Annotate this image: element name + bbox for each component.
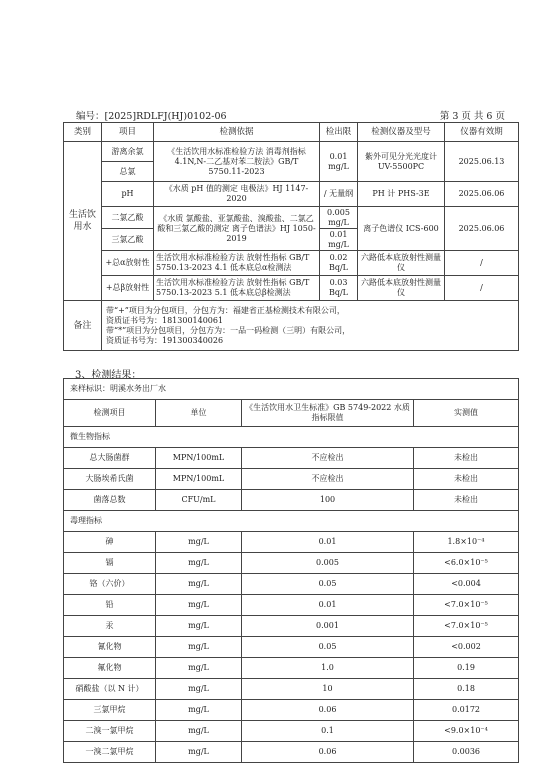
unit-cell: mg/L <box>156 532 242 553</box>
validity-cell: 2025.06.06 <box>445 207 519 251</box>
table-row <box>64 721 519 742</box>
sample-label: 来样标识：明溪水务出厂水 <box>64 379 519 400</box>
basis-cell: 《水质 氯酸盐、亚氯酸盐、溴酸盐、二氯乙酸和三氯乙酸的测定 离子色谱法》HJ 1050-2019 <box>154 207 320 251</box>
table-row <box>64 490 519 511</box>
validity-cell: 2025.06.06 <box>445 182 519 207</box>
unit-cell: MPN/100mL <box>156 448 242 469</box>
item-cell: 三氯甲烷 <box>64 700 156 721</box>
page-header <box>76 108 505 121</box>
table-row <box>64 637 519 658</box>
item-cell: 游离余氯 <box>102 142 154 162</box>
basis-cell: 生活饮用水标准检验方法 放射性指标 GB/T 5750.13-2023 4.1 低本底总α检测法 <box>154 251 320 276</box>
item-cell: 总大肠菌群 <box>64 448 156 469</box>
validity-cell: / <box>445 276 519 301</box>
unit-cell: mg/L <box>156 574 242 595</box>
validity-cell: 2025.06.13 <box>445 142 519 182</box>
col-validity: 仪器有效期 <box>445 123 519 142</box>
table-row <box>64 616 519 637</box>
instrument-cell: PH 计 PHS-3E <box>358 182 445 207</box>
category-cell: 生活饮用水 <box>64 142 102 301</box>
basis-cell: 生活饮用水标准检验方法 放射性指标 GB/T 5750.13-2023 5.1 低本底总β检测法 <box>154 276 320 301</box>
col-standard-limit: 《生活饮用水卫生标准》GB 5749-2022 水质指标限值 <box>242 400 414 427</box>
item-cell: 菌落总数 <box>64 490 156 511</box>
item-cell: 铬（六价） <box>64 574 156 595</box>
value-cell: <7.0×10⁻⁵ <box>414 616 519 637</box>
unit-cell: mg/L <box>156 553 242 574</box>
instrument-cell: 离子色谱仪 ICS-600 <box>358 207 445 251</box>
value-cell: 未检出 <box>414 469 519 490</box>
table-row <box>64 532 519 553</box>
limit-cell: 10 <box>242 679 414 700</box>
table-row <box>64 469 519 490</box>
item-cell: 总氯 <box>102 162 154 182</box>
col-limit: 检出限 <box>320 123 358 142</box>
col-instrument: 检测仪器及型号 <box>358 123 445 142</box>
table-row <box>64 595 519 616</box>
item-cell: +总β放射性 <box>102 276 154 301</box>
group-heading: 微生物指标 <box>64 427 519 448</box>
limit-cell: 0.001 <box>242 616 414 637</box>
limit-cell: / 无量纲 <box>320 182 358 207</box>
table-row <box>64 448 519 469</box>
col-measured: 实测值 <box>414 400 519 427</box>
note-line: 带“*”项目为分包项目，分包方为：一品一码检测（三明）有限公司， <box>106 325 351 335</box>
method-table <box>63 122 519 351</box>
limit-cell: 0.06 <box>242 742 414 763</box>
item-cell: 镉 <box>64 553 156 574</box>
instrument-cell: 紫外可见分光光度计 UV-5500PC <box>358 142 445 182</box>
item-cell: 氟化物 <box>64 658 156 679</box>
table-row <box>64 679 519 700</box>
item-cell: 大肠埃希氏菌 <box>64 469 156 490</box>
item-cell: +总α放射性 <box>102 251 154 276</box>
col-basis: 检测依据 <box>154 123 320 142</box>
basis-cell: 《生活饮用水标准检验方法 消毒剂指标4.1N,N-二乙基对苯二胺法》GB/T 5750.11-2023 <box>154 142 320 182</box>
limit-cell: 0.1 <box>242 721 414 742</box>
table-row <box>64 574 519 595</box>
unit-cell: mg/L <box>156 658 242 679</box>
unit-cell: mg/L <box>156 637 242 658</box>
limit-cell: 0.005 mg/L <box>320 207 358 229</box>
value-cell: <9.0×10⁻⁴ <box>414 721 519 742</box>
basis-cell: 《水质 pH 值的测定 电极法》HJ 1147-2020 <box>154 182 320 207</box>
unit-cell: mg/L <box>156 679 242 700</box>
doc-number: 编号：[2025]RDLFJ(HJ)0102-06 <box>76 111 227 122</box>
results-table <box>63 378 519 763</box>
section-title: 3、检测结果： <box>75 370 142 381</box>
limit-cell: 0.01 <box>242 595 414 616</box>
col-item: 项目 <box>102 123 154 142</box>
value-cell: 0.19 <box>414 658 519 679</box>
value-cell: <0.004 <box>414 574 519 595</box>
limit-cell: 不应检出 <box>242 448 414 469</box>
item-cell: 三氯乙酸 <box>102 229 154 251</box>
item-cell: 一溴二氯甲烷 <box>64 742 156 763</box>
note-label: 备注 <box>64 301 102 351</box>
unit-cell: mg/L <box>156 595 242 616</box>
value-cell: <6.0×10⁻⁵ <box>414 553 519 574</box>
limit-cell: 0.01 <box>242 532 414 553</box>
limit-cell: 0.01 mg/L <box>320 142 358 182</box>
value-cell: <7.0×10⁻⁵ <box>414 595 519 616</box>
item-cell: 氰化物 <box>64 637 156 658</box>
limit-cell: 不应检出 <box>242 469 414 490</box>
limit-cell: 0.005 <box>242 553 414 574</box>
limit-cell: 0.02 Bq/L <box>320 251 358 276</box>
limit-cell: 1.0 <box>242 658 414 679</box>
value-cell: <0.002 <box>414 637 519 658</box>
value-cell: 1.8×10⁻⁴ <box>414 532 519 553</box>
note-line: 资质证书号为：191300340026 <box>106 335 224 345</box>
col-test-item: 检测项目 <box>64 400 156 427</box>
table-row <box>64 742 519 763</box>
value-cell: 0.0036 <box>414 742 519 763</box>
item-cell: 砷 <box>64 532 156 553</box>
note-line: 资质证书号为：181300140061 <box>106 315 224 325</box>
table-row <box>64 553 519 574</box>
item-cell: 铅 <box>64 595 156 616</box>
limit-cell: 0.01 mg/L <box>320 229 358 251</box>
unit-cell: mg/L <box>156 721 242 742</box>
col-unit: 单位 <box>156 400 242 427</box>
item-cell: 硝酸盐（以 N 计） <box>64 679 156 700</box>
value-cell: 未检出 <box>414 490 519 511</box>
limit-cell: 0.05 <box>242 637 414 658</box>
unit-cell: CFU/mL <box>156 490 242 511</box>
validity-cell: / <box>445 251 519 276</box>
page-number: 第 3 页 共 6 页 <box>439 111 505 122</box>
col-category: 类别 <box>64 123 102 142</box>
value-cell: 0.0172 <box>414 700 519 721</box>
table-row <box>64 700 519 721</box>
instrument-cell: 六路低本底放射性测量仪 <box>358 276 445 301</box>
unit-cell: mg/L <box>156 742 242 763</box>
value-cell: 未检出 <box>414 448 519 469</box>
limit-cell: 0.03 Bq/L <box>320 276 358 301</box>
instrument-cell: 六路低本底放射性测量仪 <box>358 251 445 276</box>
note-line: 带“+”项目为分包项目，分包方为：福建省正基检测技术有限公司， <box>106 305 345 315</box>
limit-cell: 0.05 <box>242 574 414 595</box>
method-header-row <box>64 123 519 142</box>
note-cell <box>102 301 519 351</box>
item-cell: 二氯乙酸 <box>102 207 154 229</box>
limit-cell: 100 <box>242 490 414 511</box>
unit-cell: MPN/100mL <box>156 469 242 490</box>
unit-cell: mg/L <box>156 616 242 637</box>
value-cell: 0.18 <box>414 679 519 700</box>
unit-cell: mg/L <box>156 700 242 721</box>
item-cell: pH <box>102 182 154 207</box>
group-heading: 毒理指标 <box>64 511 519 532</box>
limit-cell: 0.06 <box>242 700 414 721</box>
item-cell: 汞 <box>64 616 156 637</box>
table-row <box>64 658 519 679</box>
item-cell: 二溴一氯甲烷 <box>64 721 156 742</box>
